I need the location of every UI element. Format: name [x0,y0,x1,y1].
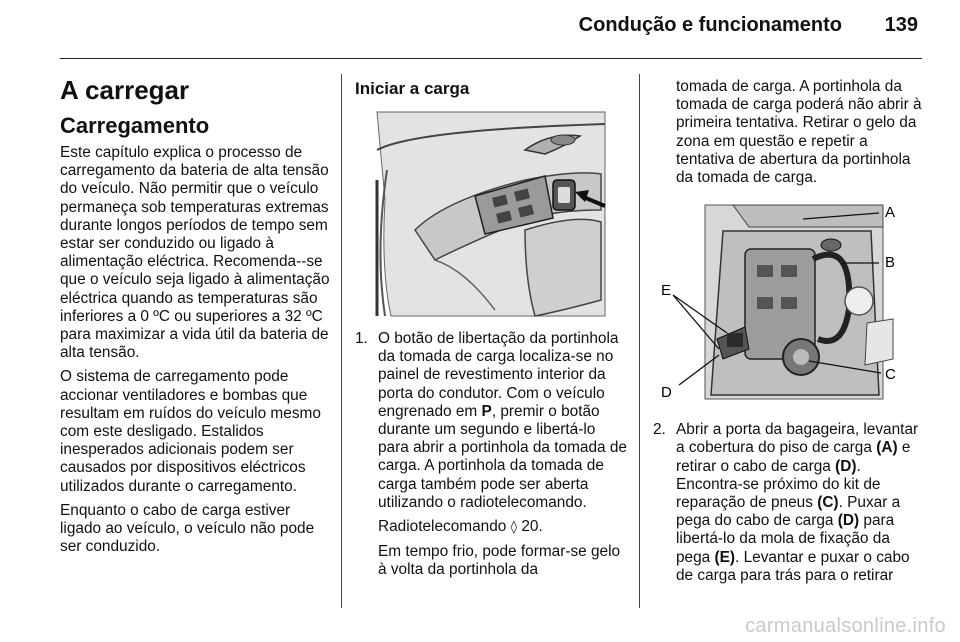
ref-e: (E) [714,548,736,566]
noise-paragraph: O sistema de carregamento pode accionar ventiladores e bombas que resultam em ruídos do veículo mesmo com este desligado. Estalidos inesperados adicionais podem ser causados por dispositivos eléctricos utilizados durante o carregamento. [60,368,321,495]
start-charge-heading: Iniciar a carga [355,79,470,98]
step-1-number: 1. [355,330,368,347]
section-title: A carregar [60,75,190,105]
page-number: 139 [884,14,918,36]
page-reference-icon: ◊ [510,520,518,536]
callout-d: D [661,384,672,402]
step-2-text-4: . Puxar a pega do cabo de carga [676,494,901,530]
callout-a: A [885,204,896,222]
step-2-text-5: para libertá-lo da mola de fixação da pega [676,512,895,566]
running-header: Condução e funcionamento [578,14,842,36]
gear-p-label: P [481,402,492,420]
column-3 [653,78,923,591]
subsection-title: Carregamento [60,113,210,138]
step-1 [355,330,627,586]
site-watermark: carmanualsonline.info [745,615,946,637]
column-divider-2 [639,74,640,608]
ref-c: (C) [817,494,839,512]
step-2-text-1: Abrir a porta da bagageira, levantar a cobertura do piso de carga [676,421,919,457]
intro-paragraph: Este capítulo explica o processo de carregamento da bateria de alta tensão do veículo. Não permitir que o veículo permaneça sob temperaturas extremas durante longos períodos de tempo sem estar ser conduzido ou ligado à alimentação eléctrica. Recomenda--se que o veículo seja ligado à alimentação eléctrica quando as temperaturas são inferiores a 0 ºC ou superiores a 32 ºC para maximizar a vida útil da bateria de alta tensão. [60,144,330,362]
continued-paragraph: tomada de carga. A portinhola da tomada de carga poderá não abrir à primeira tentativa. Retirar o gelo da zona em questão e repetir a tentativa de abertura da portinhola da tomada de carga. [676,78,922,187]
step-2 [653,421,923,591]
cold-weather-text: Em tempo frio, pode formar-se gelo à volta da portinhola da [378,543,621,579]
callout-b: B [885,254,896,272]
door-panel-figure [375,110,607,318]
column-2 [355,78,627,586]
step-2-text-2: e retirar o cabo de carga [676,439,911,475]
column-1 [60,74,330,562]
remote-reference-page: 20. [521,518,543,536]
column-divider-1 [341,74,342,608]
ref-d-2: (D) [837,512,860,530]
header-rule [60,58,922,59]
callout-e: E [661,282,672,300]
ref-a: (A) [876,439,898,457]
step-2-text-6: . Levantar e puxar o cabo de carga para trás para o retirar [676,548,910,584]
step-1-text-a: O botão de libertação da portinhola da tomada de carga localiza-se no painel de revestimento interior da porta do condutor. Com o veículo engrenado em [378,330,619,420]
cargo-floor-figure [653,199,923,411]
step-2-number: 2. [653,421,666,439]
step-1-text-b: , premir o botão durante um segundo e libertá-lo para abrir a portinhola da tomada de carga. A portinhola da tomada de carga também pode ser aberta utilizando o radiotelecomando. [378,402,627,511]
callout-c: C [885,366,896,384]
step-2-text-3: . Encontra-se próximo do kit de reparação de pneus [676,457,881,512]
ref-d-1: (D) [835,457,857,475]
remote-reference-label: Radiotelecomando [378,518,507,536]
cable-paragraph: Enquanto o cabo de carga estiver ligado ao veículo, o veículo não pode ser conduzido. [60,501,315,556]
